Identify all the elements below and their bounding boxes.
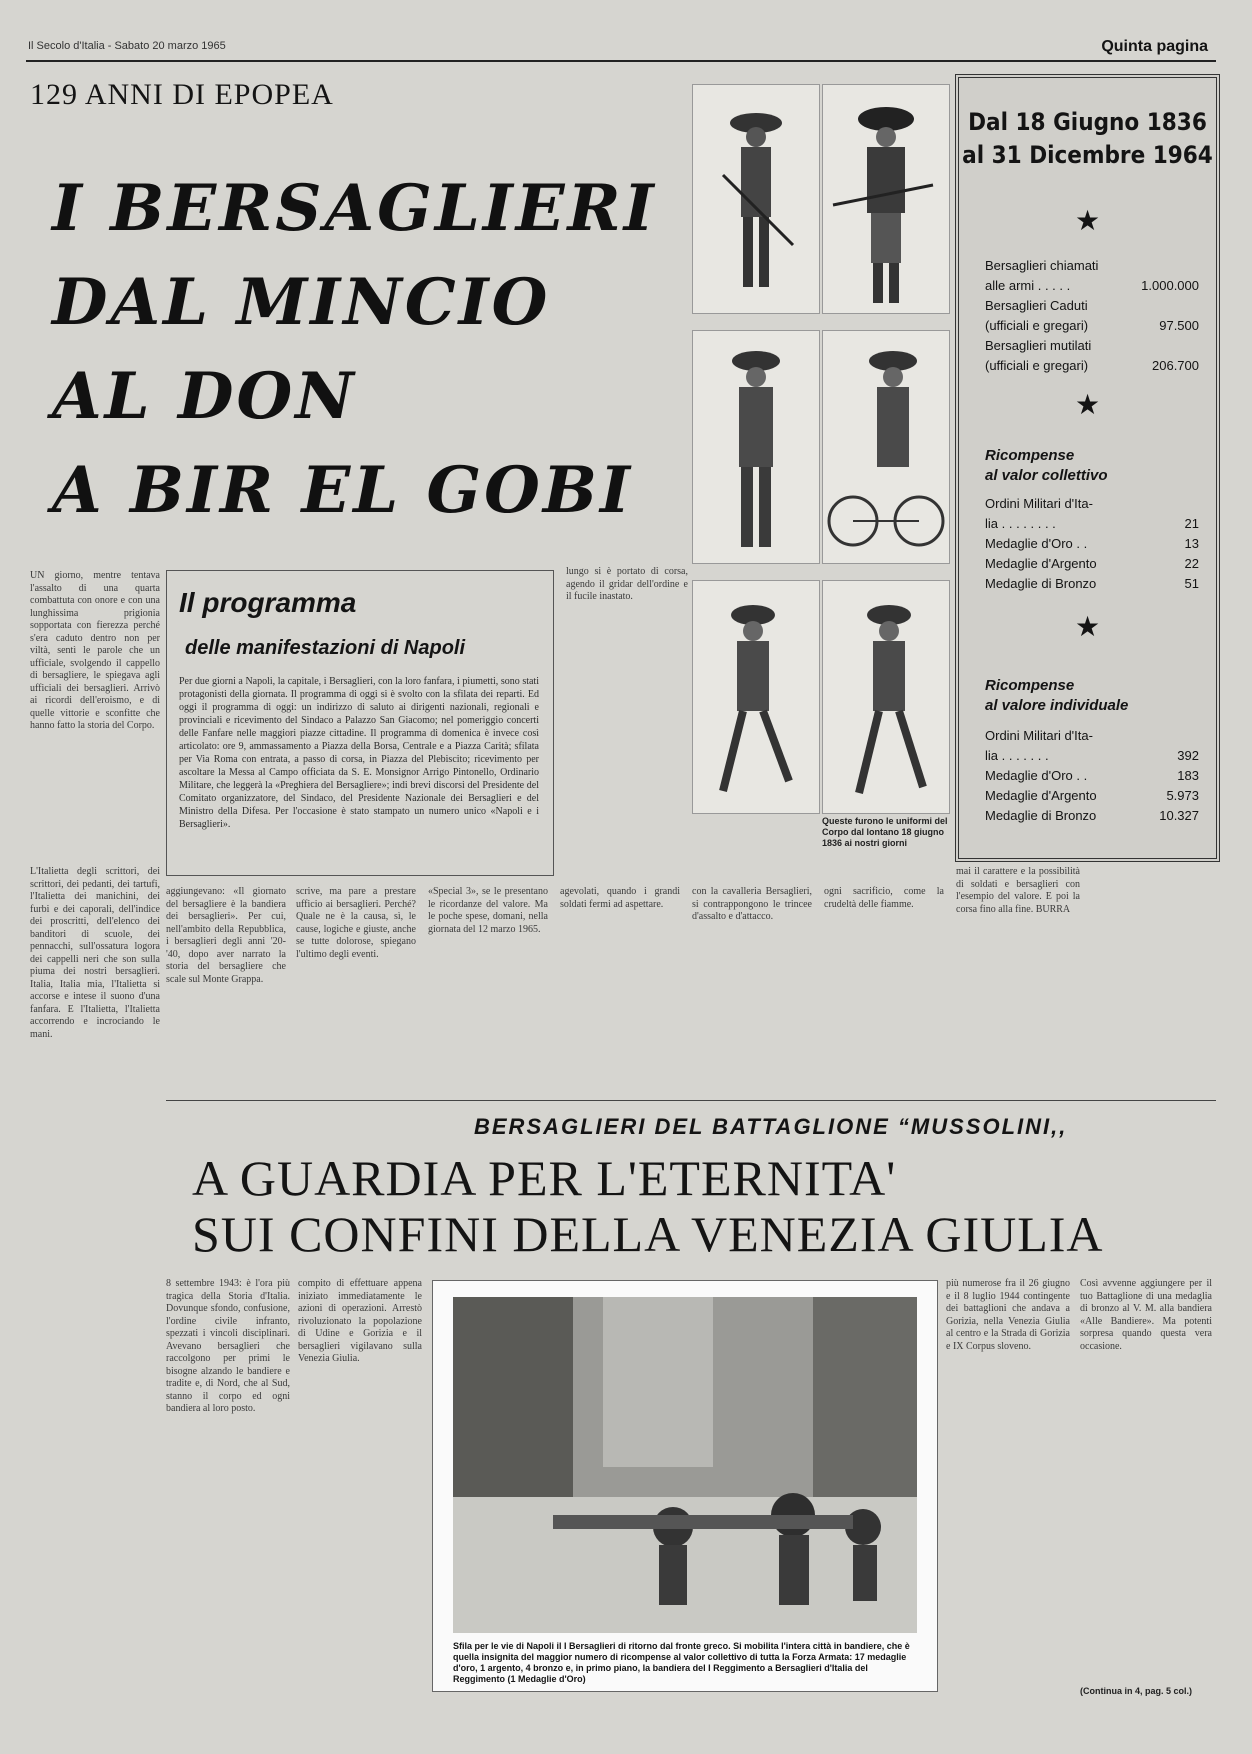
article-column-4: scrive, ma pare a prestare ufficio ai bersaglieri. Perché? Quale ne è la causa, sì, le cause, logiche e giuste, anche se tutte dolorose, spiegano l'ultimo degli eventi. (296, 886, 416, 960)
stat-label: lia . . . . . . . . (985, 516, 1056, 531)
stat-value: 13 (1184, 536, 1199, 551)
headline-line-1: I BERSAGLIERI (52, 171, 657, 246)
stat-value: 392 (1177, 748, 1199, 763)
programme-title: Il programma (179, 587, 357, 618)
star-icon: ★ (1074, 612, 1101, 643)
section-title-line: al valore individuale (985, 697, 1129, 714)
stat-label: Medaglie d'Argento (985, 788, 1097, 803)
section-title-collective (985, 446, 1108, 486)
lower-column-2: compito di effettuare appena iniziato immediatamente le azioni di operazioni. Arrestò rivoluzionato la popolazione di Udine e Gorizia e il bersaglieri vigilavano sulla Venezia Giulia. (298, 1278, 422, 1364)
stat-value: 206.700 (1152, 358, 1199, 373)
article-column-8: ogni sacrificio, come la crudeltà delle fiamme. (824, 886, 944, 910)
stat-value: 51 (1184, 576, 1199, 591)
star-icon: ★ (1074, 206, 1101, 237)
stat-label: Medaglie di Bronzo (985, 808, 1097, 823)
stat-value: 21 (1184, 516, 1199, 531)
stat-value: 183 (1177, 768, 1199, 783)
stat-label: Medaglie d'Oro . . (985, 536, 1088, 551)
stat-label: Medaglie d'Argento (985, 556, 1097, 571)
uniform-illustration-6 (822, 580, 950, 814)
stat-label: Ordini Militari d'Ita- (985, 496, 1093, 511)
uniform-illustration-1 (692, 84, 820, 314)
article-column-9: mai il carattere e la possibilità di soldati e bersaglieri con l'esempio del valore. E poi la corsa fino alla fine. BURRA (956, 866, 1080, 915)
stat-label: alle armi . . . . . (985, 278, 1071, 293)
stat-row (985, 726, 1199, 746)
headline-line-3: AL DON (52, 359, 357, 434)
lower-article-kicker: BERSAGLIERI DEL BATTAGLIONE “MUSSOLINI,, (474, 1114, 1068, 1139)
stat-label: (ufficiali e gregari) (985, 358, 1089, 373)
stat-row (985, 554, 1199, 574)
article-column-right: lungo si è portato di corsa, agendo il gridar dell'ordine e il fucile inastato. (566, 566, 688, 602)
article-column-1: UN giorno, mentre tentava l'assalto di una quarta combattuta con onore e con una lunghissima prigionia sopportata con fierezza perché s'era caduto dentro non per viltà, sentì le parole che un ufficiale, svolgendo il cappello di bersagliere, le spiegava agli ufficiali dei bersaglieri. Arrivò ai ricordi dell'eroismo, e di quelle vittorie e sconfitte che hanno fatto la storia del Corpo. (30, 570, 160, 731)
stat-row (985, 296, 1199, 316)
stat-row (985, 534, 1199, 554)
stat-label: Bersaglieri mutilati (985, 338, 1092, 353)
article-column-6: agevolati, quando i grandi soldati fermi ad aspettare. (560, 886, 680, 910)
stat-row (985, 336, 1199, 356)
uniform-illustration-4 (822, 330, 950, 564)
stats-box (955, 74, 1220, 862)
kicker-title: 129 ANNI DI EPOPEA (30, 78, 334, 111)
section-title-individual (985, 676, 1128, 716)
photo-caption: Sfila per le vie di Napoli il I Bersaglieri di ritorno dal fronte greco. Si mobilita l'intera città in bandiere, che è quella insignita del maggior numero di ricompense al valor collettivo di tutta la Forza Armata: 17 medaglie d'oro, 1 argento, 4 bronzo e, in primo piano, la bandiera del I Reggimento a Bersaglieri d'Italia del Reggimento (1 Medaglie d'Oro) (453, 1641, 910, 1684)
stat-row (985, 514, 1199, 534)
stat-row (985, 276, 1199, 296)
headline-line-2: DAL MINCIO (52, 265, 551, 340)
stats-date-line-1: Dal 18 Giugno 1836 (968, 108, 1207, 136)
stat-value: 97.500 (1159, 318, 1199, 333)
headline-line-4: A BIR EL GOBI (52, 453, 633, 528)
stat-value: 22 (1184, 556, 1199, 571)
photo-image (453, 1297, 917, 1633)
article-column-3: aggiungevano: «Il giornato del bersagliere è la bandiera dei bersaglieri». Per cui, nell'ambito della Repubblica, i bersaglieri degli anni '20-'40, dopo aver narrato la storia del bersagliere che scale sul Monte Grappa. (166, 886, 286, 985)
programme-body: Per due giorni a Napoli, la capitale, i Bersaglieri, con la loro fanfara, i piumetti, sono stati protagonisti della giornata. Il programma di oggi si è svolto con la sfilata dei reparti. Ed oggi il programma di oggi: un indirizzo di saluto ai dirigenti nazionali, regionali e provinciali e ricevimento del Sindaco a Palazzo San Giacomo; nel pomeriggio concerti delle Fanfare nelle maggiori piazze cittadine. Il programma di domenica è invece così articolato: ore 9, ammassamento a Piazza della Borsa, Centrale e a Piazza Carità; sfilata per Via Roma con entrata, a passo di corsa, in Piazza del Plebiscito; ricevimento per ascoltare la Messa al Campo officiata da S. E. Monsignor Arrigo Pintonello, Ordinario Militare, che leggerà la «Preghiera del Bersagliere»; indi brevi discorsi del Presidente del Comitato organizzatore, del Sindaco, del Presidente Nazionale dei Bersaglieri e del Ministro della Difesa. Per l'occasione è stato stampato un numero unico «Napoli e i Bersaglieri». (179, 676, 539, 830)
uniform-illustration-5 (692, 580, 820, 814)
section-title-line: Ricompense (985, 677, 1075, 694)
uniform-illustration-2 (822, 84, 950, 314)
lower-column-3: più numerose fra il 26 giugno e il 8 luglio 1944 contingente dei battaglioni che andava a Gorizia, nella Venezia Giulia al centro e la Strada di Gorizia e IX Corpus sloveno. (946, 1278, 1070, 1352)
lower-column-1: 8 settembre 1943: è l'ora più tragica della Storia d'Italia. Dovunque sfondo, confusione, l'ordine civile infranto, spezzati i vincoli disciplinari. Avevano bersaglieri che raccolgono per primi le bisogne alzando le bandiere e tradite e, di Nord, che al Sud, stanno il corpo ed ogni bandiera al loro posto. (166, 1278, 290, 1414)
stat-row (985, 356, 1199, 376)
programme-subtitle: delle manifestazioni di Napoli (185, 637, 466, 659)
uniform-illustration-3 (692, 330, 820, 564)
parade-photo (432, 1280, 938, 1692)
continued-note: (Continua in 4, pag. 5 col.) (1080, 1686, 1193, 1696)
lower-column-4: Così avvenne aggiungere per il tuo Battaglione di una medaglia di bronzo al V. M. alla bandiera «Alle Bandiere». Ma potenti sorpresa quando questa vera occasione. (1080, 1278, 1212, 1352)
stat-label: Ordini Militari d'Ita- (985, 728, 1093, 743)
section-title-line: Ricompense (985, 447, 1075, 464)
stats-date-range (959, 106, 1216, 172)
stat-label: Bersaglieri chiamati (985, 258, 1099, 273)
masthead-left: Il Secolo d'Italia - Sabato 20 marzo 1965 (28, 40, 226, 52)
stat-label: Medaglie d'Oro . . (985, 768, 1088, 783)
stat-row (985, 574, 1199, 594)
stats-date-line-2: al 31 Dicembre 1964 (962, 141, 1213, 169)
stat-label: Bersaglieri Caduti (985, 298, 1088, 313)
programme-box (166, 570, 554, 876)
stat-row (985, 786, 1199, 806)
stat-label: lia . . . . . . . (985, 748, 1049, 763)
stat-row (985, 494, 1199, 514)
section-title-line: al valor collettivo (985, 467, 1108, 484)
lower-headline-line-1: A GUARDIA PER L'ETERNITA' (192, 1150, 897, 1206)
stat-label: Medaglie di Bronzo (985, 576, 1097, 591)
stat-row (985, 316, 1199, 336)
main-headline (52, 162, 657, 538)
article-column-2: L'Italietta degli scrittori, dei scrittori, dei pedanti, dei tartufi, l'Italietta dei manichini, dei furbi e dei caporali, dell'indice dei proscritti, dell'elenco dei banditori di scuole, dei pennacchi, sull'ossatura logora dei cappelli neri che son sulla piuma dei nostri bersaglieri. Italia, Italia mia, l'Italietta si accorse e intese il suono d'una fanfara. E l'Italietta, l'Italietta accorrendo e incrociando le mani. (30, 866, 160, 1040)
lower-article-headline (192, 1150, 1104, 1262)
masthead-right: Quinta pagina (1101, 38, 1208, 55)
section-divider (166, 1100, 1216, 1101)
article-column-5: «Special 3», se le presentano le ricordanze del valore. Ma le poche spese, domani, nella giornata del 12 marzo 1965. (428, 886, 548, 935)
stat-row (985, 256, 1199, 276)
illustration-caption: Queste furono le uniformi del Corpo dal lontano 18 giugno 1836 ai nostri giorni (822, 816, 948, 848)
stat-value: 5.973 (1166, 788, 1199, 803)
stat-label: (ufficiali e gregari) (985, 318, 1089, 333)
lower-headline-line-2: SUI CONFINI DELLA VENEZIA GIULIA (192, 1206, 1104, 1262)
article-column-7: con la cavalleria Bersaglieri, si contrappongono le trincee d'assalto e d'attacco. (692, 886, 812, 922)
top-rule (26, 60, 1216, 62)
stat-row (985, 766, 1199, 786)
stat-row (985, 746, 1199, 766)
stat-value: 10.327 (1159, 808, 1199, 823)
star-icon: ★ (1074, 390, 1101, 421)
stat-row (985, 806, 1199, 826)
stat-value: 1.000.000 (1141, 278, 1199, 293)
